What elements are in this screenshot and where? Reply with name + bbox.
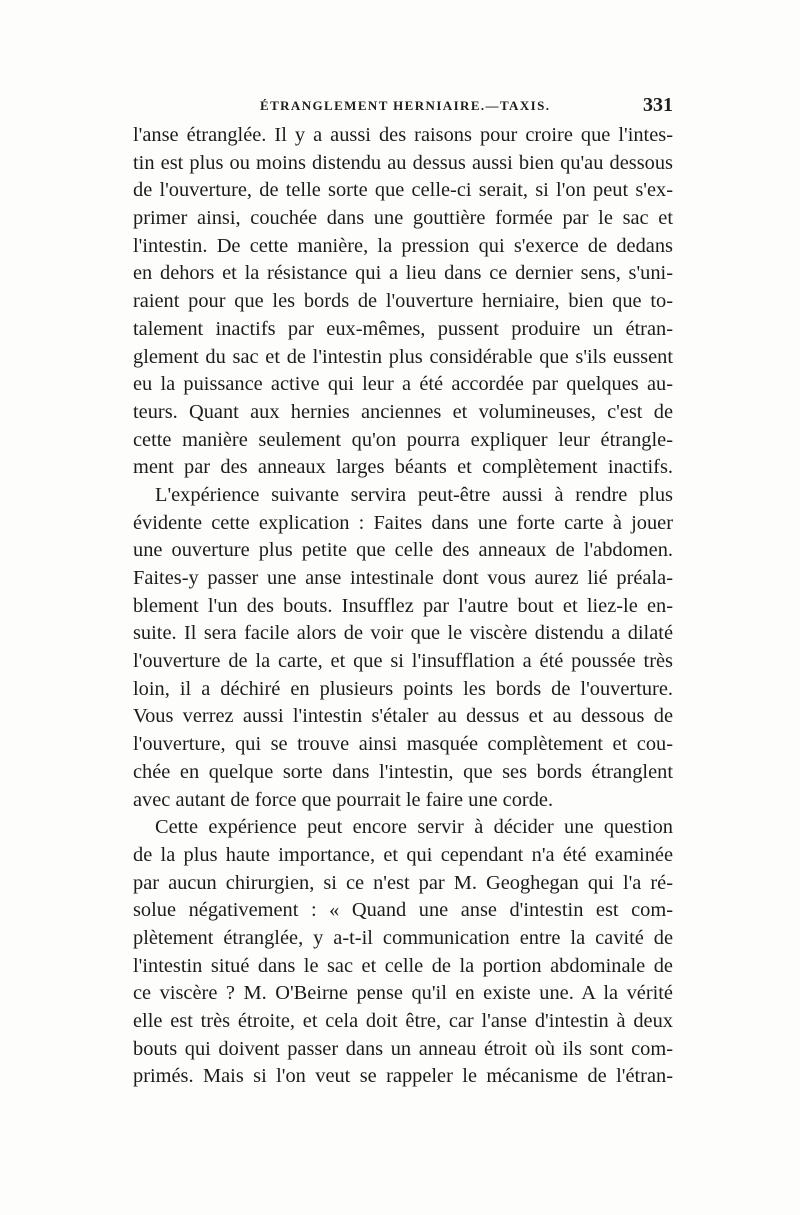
text-line: l'anse étranglée. Il y a aussi des raisons pour croire que l'intes- (133, 124, 673, 146)
text-line: Faites-y passer une anse intestinale dont vous aurez lié préala- (133, 567, 673, 589)
running-title: ÉTRANGLEMENT HERNIAIRE.—TAXIS. (260, 98, 551, 113)
text-line: eu la puissance active qui leur a été accordée par quelques au- (133, 373, 673, 396)
text-line: de l'ouverture, de telle sorte que celle-ci serait, si l'on peut s'ex- (133, 179, 673, 202)
paragraph-first-line: Cette expérience peut encore servir à décider une question (155, 816, 673, 839)
text-line: bouts qui doivent passer dans un anneau étroit où ils sont com- (133, 1037, 673, 1060)
text-line: par aucun chirurgien, si ce n'est par M. Geoghegan qui l'a ré- (133, 871, 673, 894)
text-line: une ouverture plus petite que celle des anneaux de l'abdomen. (133, 539, 673, 562)
page-number: 331 (643, 94, 673, 116)
text-line: ce viscère ? M. O'Beirne pense qu'il en existe une. A la vérité (133, 982, 673, 1005)
text-line: blement l'un des bouts. Insufflez par l'autre bout et liez-le en- (133, 594, 673, 617)
text-line: plètement étranglée, y a-t-il communication entre la cavité de (133, 926, 673, 949)
text-line: loin, il a déchiré en plusieurs points les bords de l'ouverture. (133, 677, 673, 700)
text-line: primés. Mais si l'on veut se rappeler le mécanisme de l'étran- (133, 1065, 673, 1088)
text-line: Vous verrez aussi l'intestin s'étaler au dessus et au dessous de (133, 705, 673, 728)
running-head (133, 94, 673, 118)
text-line: glement du sac et de l'intestin plus considérable que s'ils eussent (133, 345, 673, 368)
paragraph-last-line: avec autant de force que pourrait le faire une corde. (133, 788, 554, 811)
text-line: évidente cette explication : Faites dans une forte carte à jouer (133, 511, 673, 534)
text-line: cette manière seulement qu'on pourra expliquer leur étrangle- (133, 428, 673, 451)
text-line: primer ainsi, couchée dans une gouttière formée par le sac et (133, 207, 673, 230)
text-line: teurs. Quant aux hernies anciennes et volumineuses, c'est de (133, 400, 673, 423)
body-text (133, 122, 673, 1091)
text-line: en dehors et la résistance qui a lieu dans ce dernier sens, s'uni- (133, 262, 673, 285)
text-line: raient pour que les bords de l'ouverture herniaire, bien que to- (133, 290, 673, 313)
text-line: de la plus haute importance, et qui cependant n'a été examinée (133, 843, 673, 866)
text-line: solue négativement : « Quand une anse d'intestin est com- (133, 899, 673, 922)
text-line: talement inactifs par eux-mêmes, pussent produire un étran- (133, 317, 673, 340)
text-line: l'intestin situé dans le sac et celle de la portion abdominale de (133, 954, 673, 977)
text-line: l'ouverture, qui se trouve ainsi masquée complètement et cou- (133, 733, 673, 756)
paragraph-first-line: L'expérience suivante servira peut-être aussi à rendre plus (155, 483, 673, 506)
text-line: tin est plus ou moins distendu au dessus aussi bien qu'au dessous (133, 151, 673, 174)
text-line: suite. Il sera facile alors de voir que le viscère distendu a dilaté (133, 622, 673, 645)
text-line: ment par des anneaux larges béants et complètement inactifs. (133, 456, 673, 479)
text-line: chée en quelque sorte dans l'intestin, que ses bords étranglent (133, 760, 673, 783)
text-line: l'intestin. De cette manière, la pression qui s'exerce de dedans (133, 234, 673, 257)
text-line: elle est très étroite, et cela doit être, car l'anse d'intestin à deux (133, 1010, 673, 1032)
text-line: l'ouverture de la carte, et que si l'insufflation a été poussée très (133, 650, 673, 673)
